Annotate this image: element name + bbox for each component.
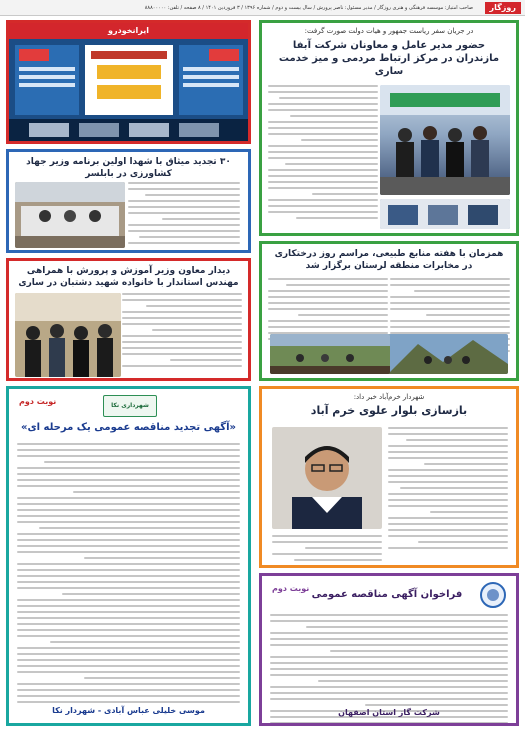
news-abfa-text-block bbox=[268, 85, 378, 223]
masthead-info: صاحب امتیاز: موسسه فرهنگی و هنری روزگار / مدیر مسئول: ناصر پرورش / سال بیست و دوم / شماره ۱۳۹۶ / ۳ فروردین ۱۴۰۱ / ۸ صفحه / تلفن: ۸۸۸۰۰۰۰۰ bbox=[144, 5, 473, 11]
news-mayor-text bbox=[388, 427, 508, 553]
tender-neka bbox=[6, 386, 251, 726]
tender-neka-org-logo bbox=[103, 395, 157, 417]
news-tree-planting bbox=[259, 241, 519, 381]
news-abfa-photo bbox=[380, 85, 510, 195]
news-mayor-headline: بازسازی بلوار علوی خرم آباد bbox=[310, 404, 468, 417]
news-abfa-headline: حضور مدیر عامل و معاونان شرکت آبفا مازندران در مرکز ارتباط مردمی و میز خدمت ساری bbox=[278, 40, 500, 77]
news-minister-babolsar-text bbox=[128, 182, 240, 248]
ad-banner-graphic bbox=[9, 39, 248, 141]
news-abfa-photo-2 bbox=[380, 199, 510, 229]
gas-company-logo-icon bbox=[480, 582, 506, 608]
news-tree-planting-photo-1 bbox=[388, 334, 508, 374]
news-deputy-minister-headline: دیدار معاون وزیر آموزش و پرورش با همراهی مهندس استاندار با خانواده شهید دشتبان در ساری bbox=[18, 266, 239, 288]
news-minister-babolsar bbox=[6, 149, 251, 253]
news-minister-babolsar-photo bbox=[15, 182, 125, 248]
news-abfa bbox=[259, 20, 519, 236]
tender-isfahan-badge: نوبت دوم bbox=[272, 584, 310, 593]
tender-isfahan-org: شرکت گاز استان اصفهان bbox=[338, 708, 440, 717]
tender-neka-org: شهرداری نکا bbox=[111, 402, 149, 409]
tender-neka-signature: موسی خلیلی عباس آبادی - شهردار نکا bbox=[52, 706, 205, 715]
tender-neka-badge: نوبت دوم bbox=[19, 397, 57, 406]
news-mayor bbox=[259, 386, 519, 568]
tender-isfahan-gas bbox=[259, 573, 519, 726]
news-deputy-minister bbox=[6, 258, 251, 381]
news-deputy-minister-photo bbox=[15, 293, 121, 377]
masthead bbox=[0, 0, 525, 16]
news-minister-babolsar-headline: ۳۰ تجدید میثاق با شهدا اولین برنامه وزیر جهاد کشاورزی در بابلسر bbox=[26, 157, 231, 179]
news-abfa-kicker: در جریان سفر ریاست جمهور و هیات دولت صورت گرفت: bbox=[304, 27, 474, 35]
news-tree-planting-headline: همزمان با هفته منابع طبیعی، مراسم روز درختکاری در مخابرات منطقه لرستان برگزار شد bbox=[274, 249, 504, 271]
ad-banner-title: ایرانخودرو bbox=[9, 23, 248, 39]
ad-banner[interactable] bbox=[6, 20, 251, 144]
news-mayor-portrait bbox=[272, 427, 382, 529]
tender-neka-text bbox=[17, 443, 240, 707]
news-mayor-kicker: شهردار خرم‌آباد خبر داد: bbox=[353, 393, 425, 401]
news-mayor-text-bottom bbox=[272, 535, 382, 565]
news-deputy-minister-text bbox=[122, 293, 242, 371]
tender-isfahan-headline: فراخوان آگهی مناقصه عمومی bbox=[311, 589, 463, 600]
newspaper-logo: روزگار bbox=[485, 2, 521, 14]
news-tree-planting-photo-2 bbox=[270, 334, 390, 374]
tender-neka-headline: «آگهی تجدید مناقصه عمومی یک مرحله ای» bbox=[21, 422, 236, 433]
